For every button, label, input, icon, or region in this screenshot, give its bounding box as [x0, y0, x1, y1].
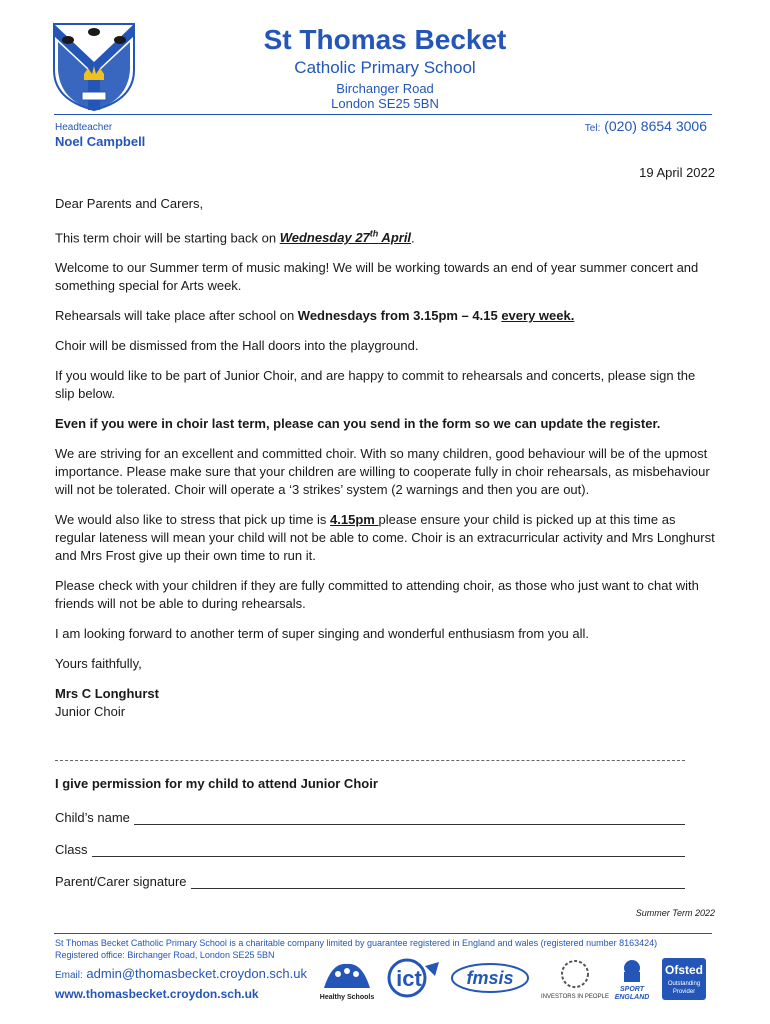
- healthy-schools-text: Healthy Schools: [319, 994, 375, 1001]
- p1-pre: This term choir will be starting back on: [55, 230, 280, 246]
- tel-number: (020) 8654 3006: [604, 118, 707, 134]
- start-day: [280, 230, 411, 245]
- p3-pre: Rehearsals will take place after school on: [55, 308, 298, 324]
- healthy-schools-logo: [318, 958, 376, 1002]
- p8-time: 4.15pm: [330, 512, 379, 528]
- registration-line-1: St Thomas Becket Catholic Primary School is a charitable company limited by guarantee registered in England and wales (registered number 8163424): [55, 938, 658, 948]
- p8-post: please ensure your child is picked up at this time as regular lateness will mean your child will not be able to come. Choir is an extracurricular activity and Mrs Longhurst and Mrs Frost give up their own time to run it.: [55, 512, 715, 564]
- sport-england-text-2: ENGLAND: [614, 994, 650, 1001]
- signature-label: Parent/Carer signature: [55, 874, 187, 889]
- closing: Yours faithfully,: [55, 656, 142, 672]
- paragraph-join: If you would like to be part of Junior Choir, and are happy to commit to rehearsals and concerts, please sign the slip below.: [55, 368, 696, 402]
- ict-logo: [385, 958, 441, 1000]
- ofsted-text-2: Outstanding: [667, 981, 701, 987]
- paragraph-dismissal: Choir will be dismissed from the Hall doors into the playground.: [55, 338, 419, 354]
- sport-england-logo: [610, 958, 654, 1002]
- term-note: Summer Term 2022: [635, 908, 715, 918]
- p3-underline: every week.: [501, 308, 575, 324]
- school-type: Catholic Primary School: [294, 58, 476, 77]
- fmsis-text: fmsis: [466, 968, 514, 988]
- child-name-label: Child’s name: [55, 810, 130, 825]
- paragraph-commitment: Please check with your children if they are fully committed to attending choir, as those who just want to chat with friends will not be able to during rehearsals.: [55, 578, 699, 612]
- signature-line[interactable]: [191, 874, 685, 889]
- headteacher-name: Noel Campbell: [55, 134, 146, 149]
- paragraph-form-note: Even if you were in choir last term, please can you send in the form so we can update the register.: [55, 416, 661, 432]
- ofsted-text-3: Provider: [672, 989, 696, 995]
- address-line-2: London SE25 5BN: [331, 96, 439, 111]
- footer-rule: [54, 933, 712, 934]
- p1-sup: th: [369, 229, 379, 239]
- paragraph-pickup: [55, 511, 717, 565]
- p1-month: April: [378, 230, 412, 246]
- p8-pre: We would also like to stress that pick up time is: [55, 512, 331, 528]
- investors-in-people-logo: [540, 958, 610, 1002]
- tel-label: Tel:: [584, 123, 601, 134]
- registration-line-2: Registered office: Birchanger Road, London SE25 5BN: [55, 950, 275, 960]
- letter-body: [55, 195, 717, 721]
- telephone: [585, 118, 707, 134]
- paragraph-behaviour: We are striving for an excellent and committed choir. With so many children, good behaviour will be of the upmost importance. Please make sure that your children are willing to cooperate fully in choir rehearsals, as misbehaviour will not be tolerated. Choir will operate a ‘3 strikes’ system (2 warnings and then you are out).: [55, 446, 710, 498]
- paragraph-closing-thought: I am looking forward to another term of super singing and wonderful enthusiasm from you all.: [55, 626, 589, 642]
- school-name: St Thomas Becket: [263, 24, 507, 55]
- class-field[interactable]: [55, 842, 685, 857]
- ofsted-text-1: Ofsted: [664, 963, 704, 977]
- email-label: Email:: [55, 970, 83, 981]
- paragraph-welcome: Welcome to our Summer term of music making! We will be working towards an end of year summer concert and something special for Arts week.: [55, 260, 699, 294]
- signer-role: Junior Choir: [55, 704, 126, 720]
- ofsted-outstanding-logo: [662, 958, 706, 1000]
- fmsis-logo: [450, 958, 540, 998]
- paragraph-start-date: [55, 225, 717, 247]
- email-address[interactable]: admin@thomasbecket.croydon.sch.uk: [86, 966, 308, 981]
- email: [55, 966, 307, 981]
- paragraph-rehearsals: [55, 307, 717, 325]
- class-line[interactable]: [92, 842, 685, 857]
- letter-date: 19 April 2022: [639, 165, 715, 180]
- permission-statement: I give permission for my child to attend Junior Choir: [55, 776, 378, 791]
- signature-field[interactable]: [55, 874, 685, 889]
- salutation: Dear Parents and Carers,: [55, 196, 204, 211]
- investors-text: INVESTORS IN PEOPLE: [541, 994, 609, 1000]
- cut-line: [55, 760, 685, 761]
- p3-bold: Wednesdays from 3.15pm – 4.15: [297, 308, 502, 324]
- child-name-field[interactable]: [55, 810, 685, 825]
- ict-text: ict: [396, 966, 422, 991]
- headteacher-label: Headteacher: [55, 122, 113, 133]
- signer-name: Mrs C Longhurst: [55, 686, 159, 702]
- header-rule: [54, 114, 712, 115]
- website-link[interactable]: www.thomasbecket.croydon.sch.uk: [55, 987, 259, 1001]
- p1-day: Wednesday 27: [279, 230, 370, 246]
- class-label: Class: [55, 842, 88, 857]
- child-name-line[interactable]: [134, 810, 685, 825]
- address-line-1: Birchanger Road: [336, 81, 434, 96]
- sport-england-text-1: SPORT: [620, 986, 644, 993]
- p1-post: .: [411, 230, 415, 246]
